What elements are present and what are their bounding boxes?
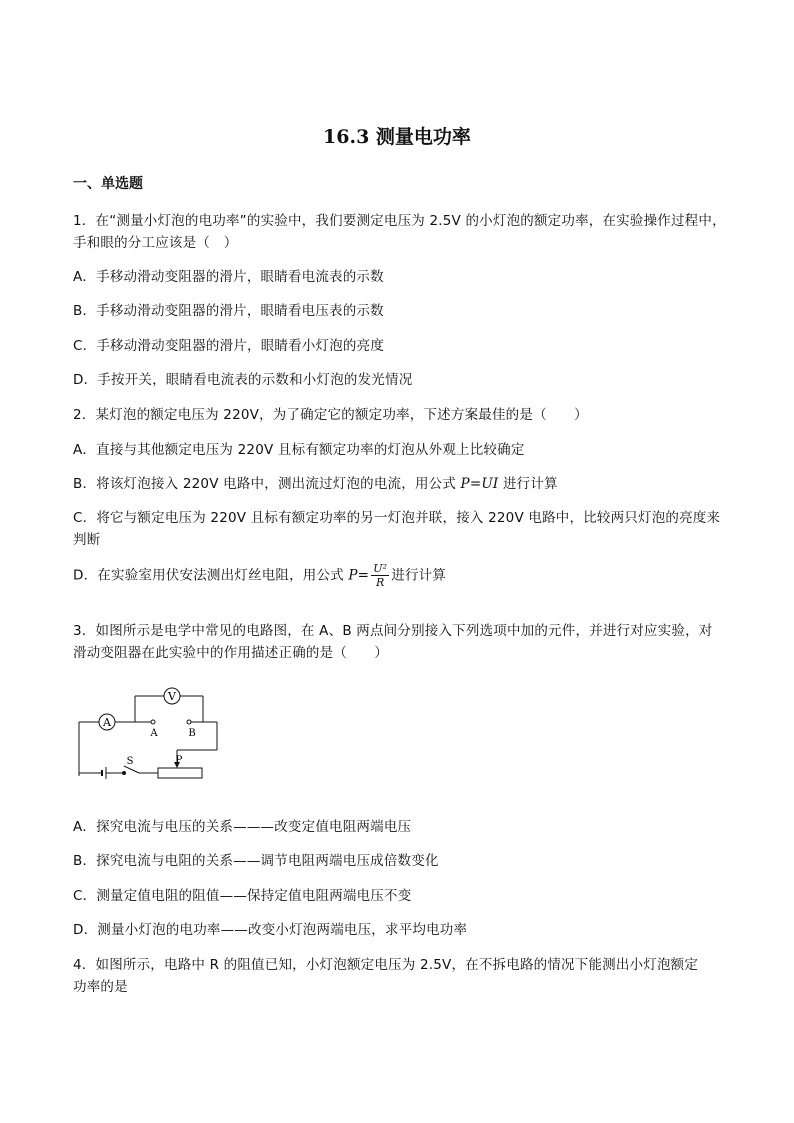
q1-stem-line2: 手和眼的分工应该是（ ） — [73, 235, 238, 251]
q3-option-d: D．测量小灯泡的电功率——改变小灯泡两端电压，求平均电功率 — [73, 922, 468, 938]
slider-label: P — [175, 755, 183, 766]
q2-option-c-line2: 判断 — [73, 532, 101, 548]
q2-option-d-text-end: 进行计算 — [391, 567, 447, 584]
switch-label: S — [126, 756, 134, 767]
q2-option-b-formula: P=UI — [460, 476, 499, 492]
q1-option-c: C．手移动滑动变阻器的滑片，眼睛看小灯泡的亮度 — [73, 338, 385, 354]
fraction-numerator: U² — [373, 562, 388, 575]
switch-blade — [124, 766, 139, 773]
terminal-b — [187, 720, 191, 724]
section-heading: 一、单选题 — [73, 176, 143, 192]
q3-option-c: C．测量定值电阻的阻值——保持定值电阻两端电压不变 — [73, 888, 412, 904]
point-a-label: A — [150, 728, 158, 739]
q2-option-d-fraction — [371, 562, 389, 589]
ammeter-label: A — [103, 716, 111, 729]
point-b-label: B — [188, 728, 196, 739]
q3-stem-line1: 3．如图所示是电学中常见的电路图，在 A、B 两点间分别接入下列选项中加的元件，并进行对应实验，对 — [73, 623, 713, 639]
q2-option-a: A．直接与其他额定电压为 220V 且标有额定功率的灯泡从外观上比较确定 — [73, 442, 525, 458]
q3-option-b: B．探究电流与电阻的关系——调节电阻两端电压成倍数变化 — [73, 853, 439, 869]
q2-option-d — [73, 562, 446, 589]
q4-stem-line2: 功率的是 — [73, 979, 128, 995]
q3-option-a: A．探究电流与电压的关系———改变定值电阻两端电压 — [73, 819, 412, 835]
q2-option-b-text-end: 进行计算 — [498, 476, 558, 492]
q2-option-c-line1: C．将它与额定电压为 220V 且标有额定功率的另一灯泡并联，接入 220V 电路中，比较两只灯泡的亮度来 — [73, 510, 721, 526]
q3-stem-line2: 滑动变阻器在此实验中的作用描述正确的是（ ） — [73, 645, 389, 661]
fraction-denominator: R — [375, 576, 385, 589]
q2-option-d-text: D．在实验室用伏安法测出灯丝电阻，用公式 — [73, 567, 349, 584]
circuit-diagram — [72, 680, 237, 790]
voltmeter-label: V — [168, 690, 176, 703]
q2-stem: 2．某灯泡的额定电压为 220V，为了确定它的额定功率，下述方案最佳的是（ ） — [73, 407, 588, 423]
q1-stem-line1: 1．在“测量小灯泡的电功率”的实验中，我们要测定电压为 2.5V 的小灯泡的额定功率，在实验操作过程中， — [73, 213, 726, 229]
q1-option-d: D．手按开关，眼睛看电流表的示数和小灯泡的发光情况 — [73, 372, 413, 388]
q1-option-a: A．手移动滑动变阻器的滑片，眼睛看电流表的示数 — [73, 269, 384, 285]
page-title: 16.3 测量电功率 — [323, 126, 471, 148]
q2-option-d-lhs: P= — [348, 567, 370, 584]
q2-option-b — [73, 472, 558, 492]
q4-stem-line1: 4．如图所示，电路中 R 的阻值已知，小灯泡额定电压为 2.5V，在不拆电路的情况下能测出小灯泡额定 — [73, 957, 699, 973]
q1-option-b: B．手移动滑动变阻器的滑片，眼睛看电压表的示数 — [73, 303, 384, 319]
terminal-a — [151, 720, 155, 724]
q2-option-b-text: B．将该灯泡接入 220V 电路中，测出流过灯泡的电流，用公式 — [73, 476, 461, 492]
rheostat-symbol — [158, 768, 202, 778]
